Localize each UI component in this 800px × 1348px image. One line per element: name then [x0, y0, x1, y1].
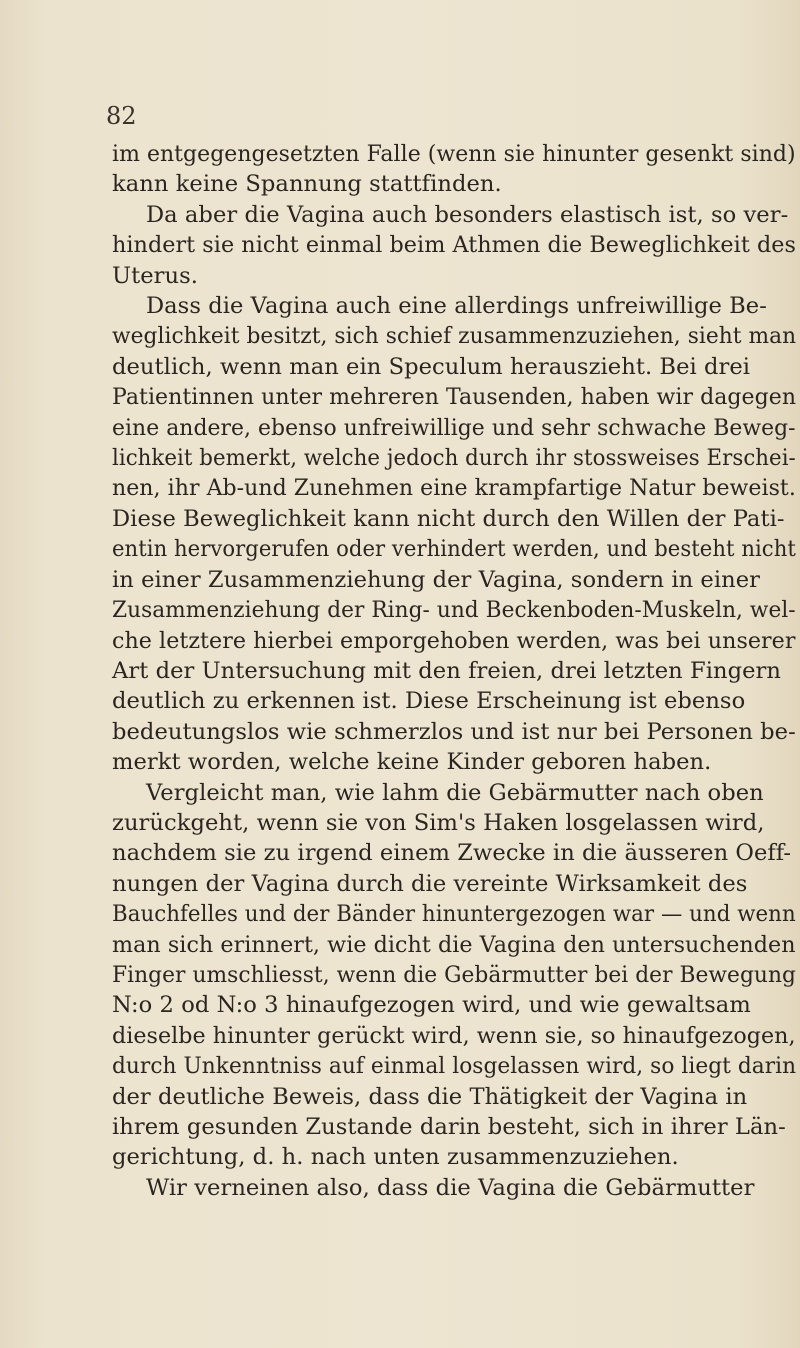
text-line: N:o 2 od N:o 3 hinaufgezogen wird, und wie gewaltsam	[112, 992, 751, 1019]
text-line: lichkeit bemerkt, welche jedoch durch ihr stossweises Erschei-	[112, 445, 796, 472]
text-line: nen, ihr Ab-und Zunehmen eine krampfartige Natur beweist.	[112, 475, 796, 502]
text-line: entin hervorgerufen oder verhindert werden, und besteht nicht	[112, 536, 796, 563]
text-line: Art der Untersuchung mit den freien, drei letzten Fingern	[112, 657, 781, 684]
page-number: 82	[106, 102, 137, 130]
text-line: Zusammenziehung der Ring- und Beckenboden-Muskeln, wel-	[112, 597, 796, 624]
body-text	[112, 139, 796, 1203]
text-line: deutlich, wenn man ein Speculum herauszieht. Bei drei	[112, 353, 751, 380]
text-line: kann keine Spannung stattfinden.	[112, 171, 502, 198]
text-line: Finger umschliesst, wenn die Gebärmutter bei der Bewegung	[112, 961, 796, 988]
text-line: Da aber die Vagina auch besonders elastisch ist, so ver-	[146, 201, 789, 228]
text-line: Diese Beweglichkeit kann nicht durch den Willen der Pati-	[112, 505, 785, 532]
text-line: bedeutungslos wie schmerzlos und ist nur bei Personen be-	[112, 718, 796, 745]
text-line: Bauchfelles und der Bänder hinuntergezogen war — und wenn	[112, 901, 796, 928]
text-line: deutlich zu erkennen ist. Diese Erscheinung ist ebenso	[112, 688, 746, 715]
text-line: der deutliche Beweis, dass die Thätigkeit der Vagina in	[112, 1083, 748, 1110]
text-line: Vergleicht man, wie lahm die Gebärmutter nach oben	[146, 779, 764, 806]
text-line: Uterus.	[112, 262, 198, 289]
text-line: durch Unkenntniss auf einmal losgelassen wird, so liegt darin	[112, 1053, 797, 1080]
text-line: dieselbe hinunter gerückt wird, wenn sie, so hinaufgezogen,	[112, 1022, 796, 1049]
text-line: Wir verneinen also, dass die Vagina die Gebärmutter	[146, 1174, 755, 1201]
text-line: merkt worden, welche keine Kinder geboren haben.	[112, 749, 712, 776]
text-line: eine andere, ebenso unfreiwillige und sehr schwache Beweg-	[112, 414, 796, 441]
text-line: Dass die Vagina auch eine allerdings unfreiwillige Be-	[146, 293, 767, 320]
text-line: weglichkeit besitzt, sich schief zusammenzuziehen, sieht man	[112, 323, 797, 350]
text-line: ihrem gesunden Zustande darin besteht, sich in ihrer Län-	[112, 1114, 786, 1140]
text-line: hindert sie nicht einmal beim Athmen die Beweglichkeit des	[112, 232, 796, 259]
text-line: nachdem sie zu irgend einem Zwecke in die äusseren Oeff-	[112, 840, 792, 867]
text-line: che letztere hierbei emporgehoben werden, was bei unserer	[112, 627, 796, 654]
text-line: im entgegengesetzten Falle (wenn sie hinunter gesenkt sind)	[112, 141, 796, 167]
text-line: nungen der Vagina durch die vereinte Wirksamkeit des	[112, 870, 748, 897]
text-line: Patientinnen unter mehreren Tausenden, haben wir dagegen	[112, 384, 797, 411]
text-line: in einer Zusammenziehung der Vagina, sondern in einer	[112, 566, 760, 593]
text-line: zurückgeht, wenn sie von Sim's Haken losgelassen wird,	[112, 809, 765, 836]
text-line: gerichtung, d. h. nach unten zusammenzuziehen.	[112, 1144, 679, 1171]
text-line: man sich erinnert, wie dicht die Vagina den untersuchenden	[112, 931, 796, 958]
